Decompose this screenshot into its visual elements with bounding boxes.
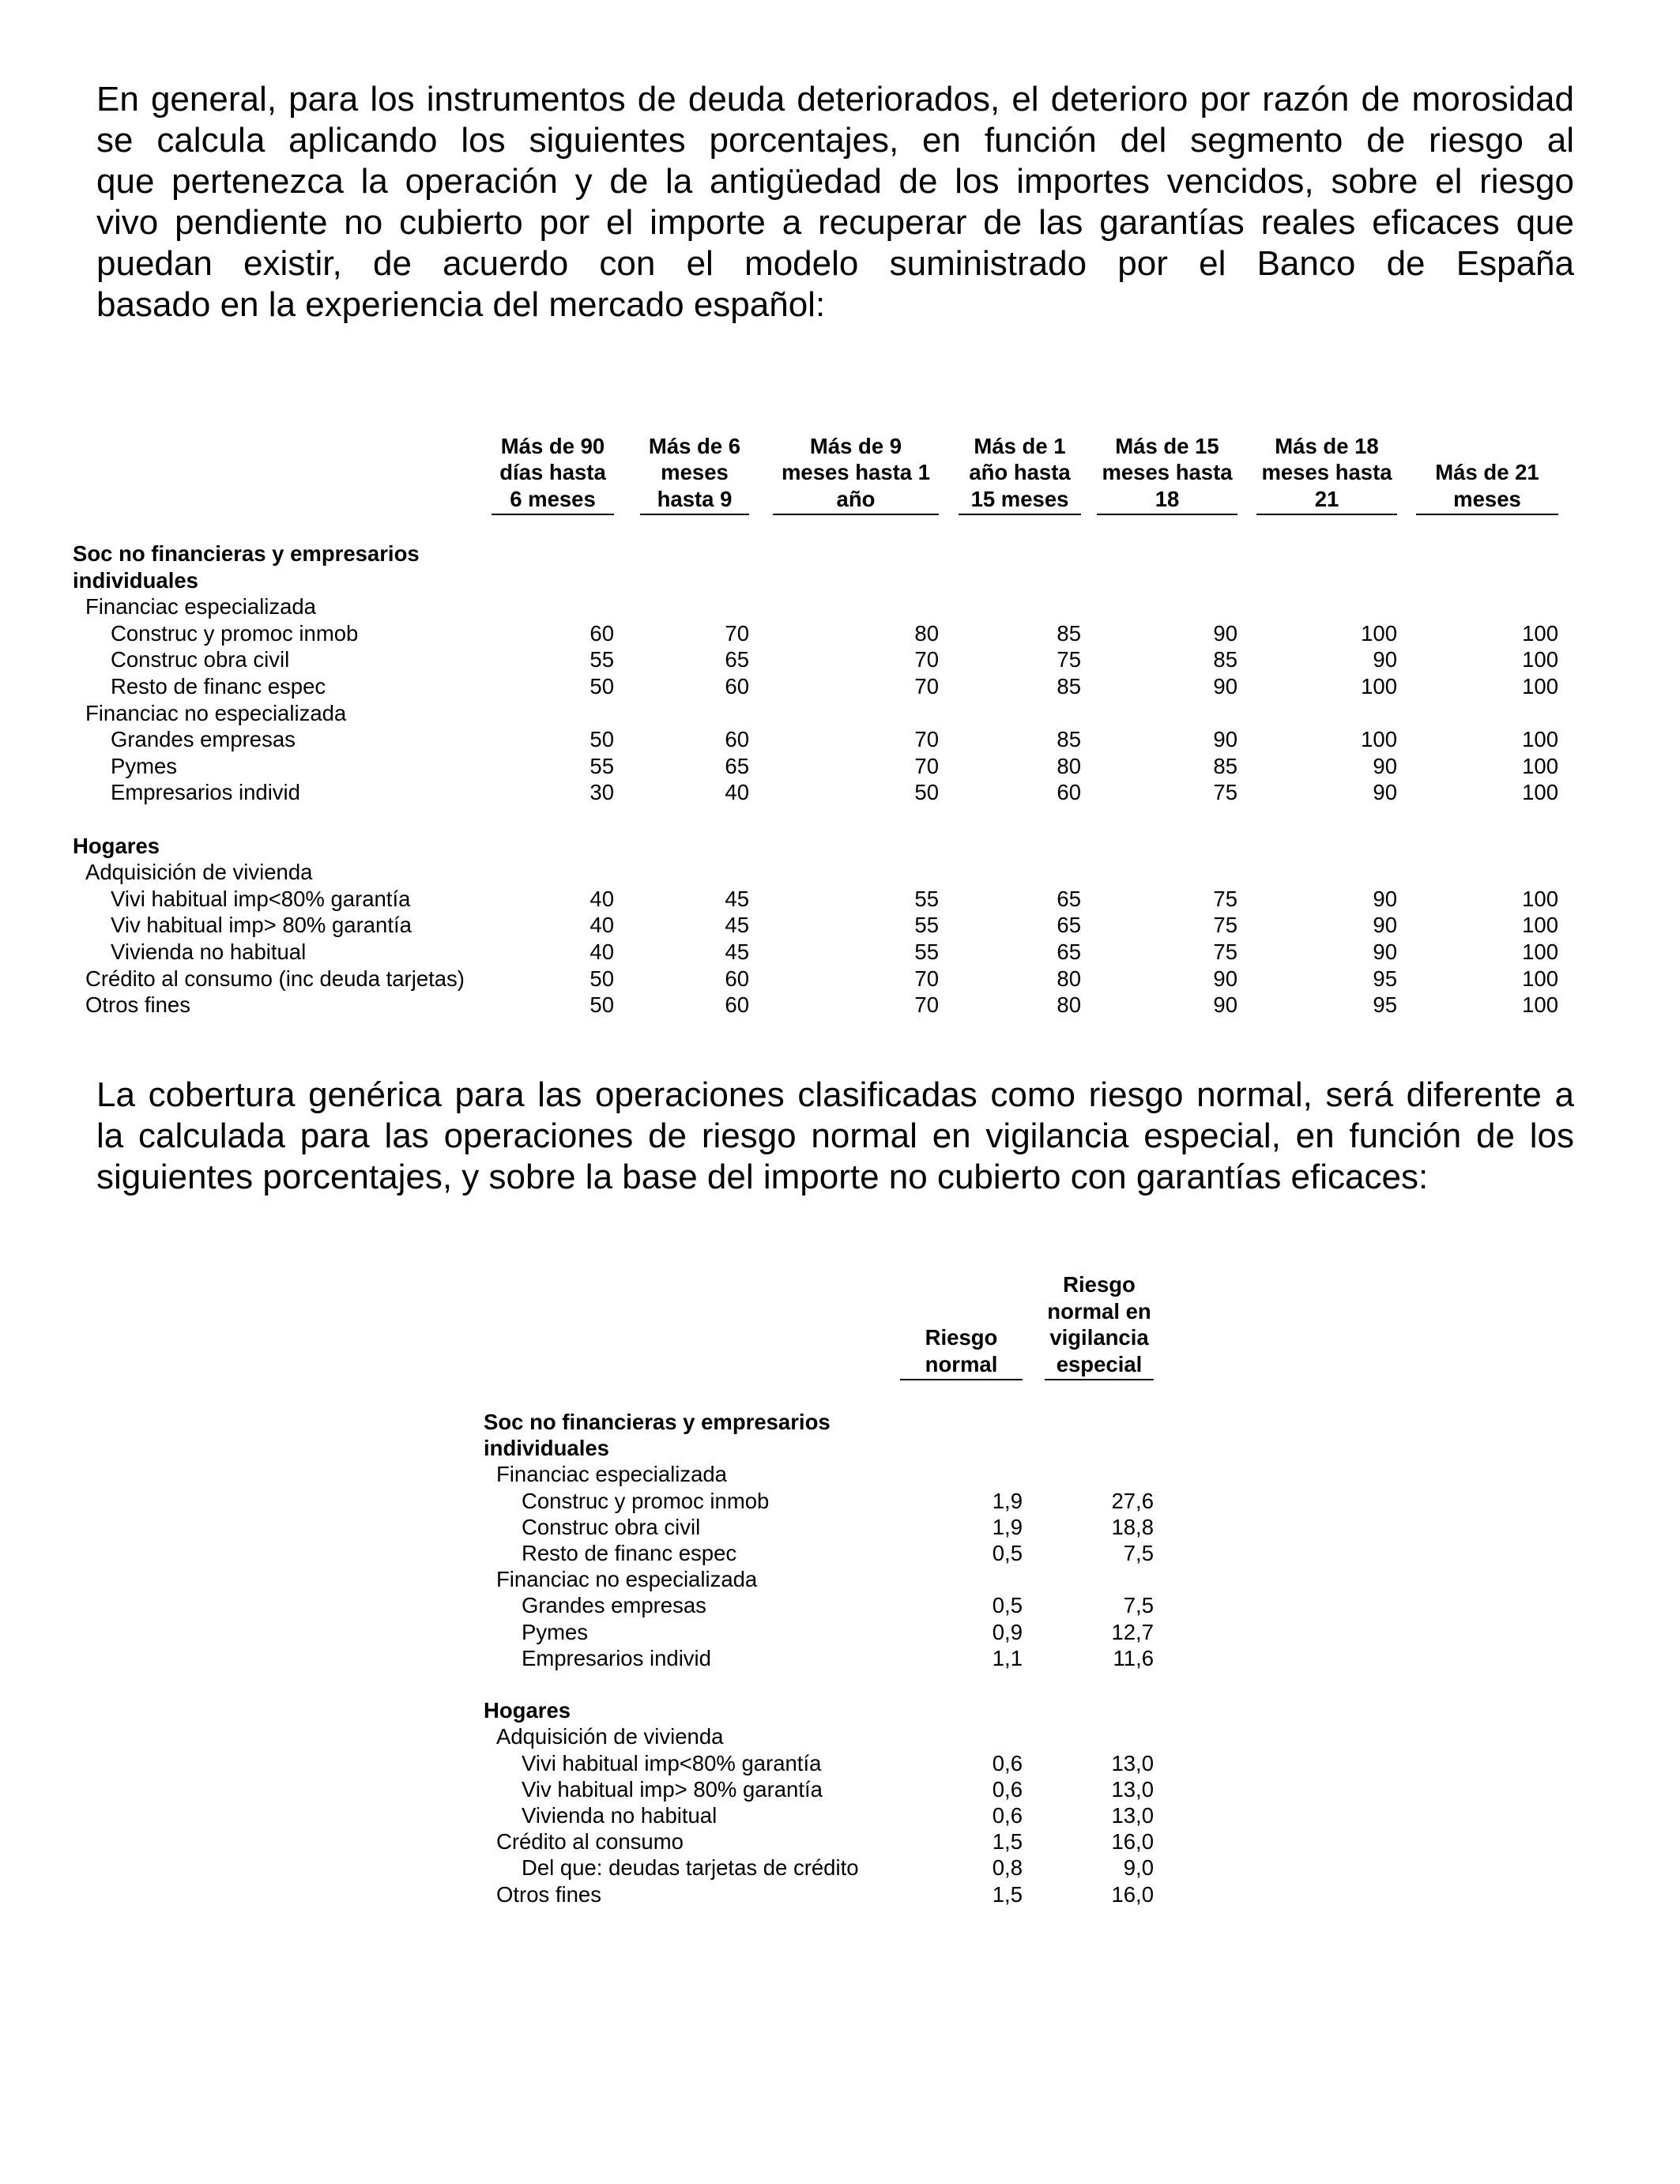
table-row <box>73 726 1558 753</box>
table-cell: 80 <box>914 620 939 646</box>
table-row <box>73 939 1558 966</box>
table-cell: 40 <box>590 886 614 911</box>
table-cell: 11,6 <box>1113 1645 1154 1670</box>
row-label: Adquisición de vivienda <box>496 1724 724 1749</box>
table-cell: 1,9 <box>992 1514 1023 1539</box>
row-label: Del que: deudas tarjetas de crédito <box>522 1855 859 1881</box>
column-header-line: meses <box>661 460 729 484</box>
column-header-line: año <box>836 486 876 511</box>
table-cell: 1,9 <box>992 1488 1023 1513</box>
paragraph-line: siguientes porcentajes, y sobre la base del importe no cubierto con garantías eficaces: <box>96 1158 1429 1196</box>
table-cell: 70 <box>914 647 939 672</box>
table-cell: 100 <box>1522 966 1558 991</box>
table-cell: 95 <box>1373 966 1397 991</box>
table-cell: 13,0 <box>1111 1776 1154 1802</box>
table-cell: 60 <box>725 966 749 991</box>
row-label: Viv habitual imp> 80% garantía <box>111 913 412 938</box>
table-row <box>73 779 1558 806</box>
table-cell: 50 <box>590 966 614 991</box>
table-row <box>484 1776 1179 1803</box>
column-header-line: especial <box>1056 1351 1143 1376</box>
table-cell: 60 <box>1057 780 1081 805</box>
paragraph-line: se calcula aplicando los siguientes porcentajes, en función del segmento de riesgo al <box>96 121 1574 160</box>
table-cell: 13,0 <box>1111 1750 1154 1775</box>
table-cell: 60 <box>590 620 614 646</box>
column-header-line: Más de 1 <box>974 433 1066 458</box>
table-cell: 80 <box>1057 992 1081 1018</box>
column-header <box>773 427 939 515</box>
table-cell: 65 <box>1057 886 1081 911</box>
table-cell: 75 <box>1057 647 1081 672</box>
table-cell: 90 <box>1213 727 1237 752</box>
table-row <box>484 1592 1179 1619</box>
table-row <box>484 1881 1179 1908</box>
table-cell: 40 <box>590 913 614 938</box>
table-row <box>484 1855 1179 1881</box>
table-cell: 50 <box>590 674 614 699</box>
table-cell: 100 <box>1522 913 1558 938</box>
table-row <box>484 1514 1179 1541</box>
paragraph-line: vivo pendiente no cubierto por el importe a recuperar de las garantías reales eficaces que <box>96 203 1574 242</box>
row-label: individuales <box>73 567 198 593</box>
table-cell: 60 <box>725 992 749 1018</box>
table-cell: 75 <box>1213 780 1237 805</box>
table-cell: 85 <box>1213 753 1237 778</box>
table-cell: 45 <box>725 886 749 911</box>
table-cell: 40 <box>590 939 614 964</box>
paragraph-line: La cobertura genérica para las operaciones clasificadas como riesgo normal, será diferente a <box>96 1075 1574 1114</box>
table-row <box>484 1697 1179 1724</box>
row-label: Grandes empresas <box>522 1593 706 1618</box>
table-cell: 50 <box>914 780 939 805</box>
table-row <box>73 966 1558 992</box>
table-row <box>73 912 1558 939</box>
row-label: Vivienda no habitual <box>522 1803 718 1828</box>
row-label: Grandes empresas <box>111 727 296 752</box>
table-cell: 80 <box>1057 966 1081 991</box>
table-cell: 70 <box>914 727 939 752</box>
row-label: Vivi habitual imp<80% garantía <box>111 886 411 911</box>
table-cell: 60 <box>725 727 749 752</box>
row-label: Hogares <box>484 1698 571 1723</box>
column-header-line: normal en <box>1047 1298 1151 1324</box>
row-label: Adquisición de vivienda <box>85 860 313 885</box>
table-row <box>484 1671 1179 1698</box>
table-cell: 90 <box>1213 992 1237 1018</box>
table-row <box>484 1723 1179 1750</box>
row-label: Construc obra civil <box>522 1514 701 1539</box>
table-cell: 100 <box>1522 992 1558 1018</box>
column-header-line: Más de 6 <box>648 433 741 458</box>
column-header-line: meses hasta 1 <box>781 460 931 484</box>
row-label: Crédito al consumo (inc deuda tarjetas) <box>85 966 465 991</box>
table-cell: 70 <box>914 966 939 991</box>
table-cell: 75 <box>1213 913 1237 938</box>
row-label: Financiac especializada <box>496 1462 727 1487</box>
table-row <box>484 1750 1179 1777</box>
table-cell: 85 <box>1057 727 1081 752</box>
row-label: Vivienda no habitual <box>111 939 307 964</box>
table-cell: 80 <box>1057 753 1081 778</box>
column-header <box>1256 427 1397 515</box>
table-cell: 0,5 <box>992 1593 1023 1618</box>
table-cell: 90 <box>1373 886 1397 911</box>
table-row <box>484 1461 1179 1488</box>
table-cell: 60 <box>725 674 749 699</box>
paragraph-line: la calculada para las operaciones de riesgo normal en vigilancia especial, en función de los <box>96 1116 1574 1155</box>
column-header <box>640 427 749 515</box>
table-cell: 65 <box>725 753 749 778</box>
table-cell: 0,6 <box>992 1803 1023 1828</box>
column-header-line: Más de 15 <box>1115 433 1219 458</box>
generic-coverage-table <box>484 1268 1179 1916</box>
row-label: Financiac no especializada <box>85 700 347 725</box>
column-header-line: 18 <box>1155 486 1180 511</box>
table-cell: 90 <box>1373 913 1397 938</box>
column-header <box>959 427 1081 515</box>
column-header-line: 15 meses <box>970 486 1069 511</box>
table-row <box>484 1540 1179 1567</box>
table-cell: 90 <box>1373 753 1397 778</box>
table-cell: 85 <box>1213 647 1237 672</box>
table-row <box>484 1409 1179 1436</box>
row-label: Empresarios individ <box>111 780 300 805</box>
column-header-line: meses <box>1453 486 1521 511</box>
table-cell: 100 <box>1522 674 1558 699</box>
column-header <box>1045 1268 1154 1380</box>
table-cell: 50 <box>590 727 614 752</box>
row-label: Pymes <box>522 1619 589 1644</box>
table-cell: 100 <box>1361 727 1397 752</box>
table-cell: 100 <box>1522 886 1558 911</box>
column-header-line: Más de 21 <box>1435 460 1539 484</box>
table-cell: 90 <box>1373 780 1397 805</box>
table-cell: 100 <box>1361 674 1397 699</box>
table-row <box>484 1828 1179 1855</box>
generic-coverage-paragraph <box>96 1075 1574 1198</box>
row-label: individuales <box>484 1436 609 1461</box>
table-cell: 1,5 <box>992 1829 1023 1855</box>
table-cell: 1,5 <box>992 1881 1023 1907</box>
table-cell: 0,6 <box>992 1750 1023 1775</box>
table-row <box>73 540 1558 567</box>
row-label: Otros fines <box>496 1881 601 1907</box>
column-header <box>1097 427 1237 515</box>
table-row <box>484 1435 1179 1462</box>
default-impairment-table <box>73 427 1558 1027</box>
table-row <box>73 593 1558 620</box>
table-cell: 75 <box>1213 939 1237 964</box>
column-header-line: Más de 90 <box>500 433 605 458</box>
column-header-line: año hasta <box>969 460 1071 484</box>
column-header-line: Más de 18 <box>1275 433 1379 458</box>
paragraph-line: que pertenezca la operación y de la antigüedad de los importes vencidos, sobre el riesgo <box>96 162 1574 201</box>
column-header-line: vigilancia <box>1049 1325 1149 1350</box>
table-row <box>73 992 1558 1019</box>
table-cell: 100 <box>1522 727 1558 752</box>
column-header-line: días hasta <box>499 460 606 484</box>
row-label: Otros fines <box>85 992 190 1018</box>
row-label: Crédito al consumo <box>496 1829 684 1855</box>
row-label: Hogares <box>73 833 160 858</box>
table-cell: 45 <box>725 939 749 964</box>
table-cell: 55 <box>590 647 614 672</box>
table-cell: 40 <box>725 780 749 805</box>
table-row <box>484 1802 1179 1829</box>
table-cell: 70 <box>914 992 939 1018</box>
table-row <box>73 567 1558 594</box>
column-header-line: Más de 9 <box>809 433 902 458</box>
column-header-line: meses hasta <box>1102 460 1233 484</box>
table-cell: 0,6 <box>992 1776 1023 1802</box>
row-label: Financiac especializada <box>85 594 316 619</box>
table-row <box>484 1645 1179 1672</box>
column-header-line: Riesgo <box>1063 1272 1136 1297</box>
table-cell: 45 <box>725 913 749 938</box>
table-row <box>73 620 1558 647</box>
row-label: Viv habitual imp> 80% garantía <box>522 1776 823 1802</box>
table-cell: 16,0 <box>1111 1829 1154 1855</box>
table-cell: 100 <box>1522 647 1558 672</box>
table-cell: 7,5 <box>1123 1593 1154 1618</box>
table-cell: 100 <box>1522 780 1558 805</box>
column-header-line: 6 meses <box>510 486 596 511</box>
table-row <box>73 859 1558 886</box>
table-row <box>73 806 1558 833</box>
table-cell: 55 <box>914 913 939 938</box>
column-header-line: normal <box>925 1351 998 1376</box>
column-header-line: 21 <box>1314 486 1339 511</box>
paragraph-line: puedan existir, de acuerdo con el modelo suministrado por el Banco de España <box>96 244 1574 283</box>
table-cell: 90 <box>1213 620 1237 646</box>
row-label: Construc y promoc inmob <box>522 1488 770 1513</box>
table-cell: 1,1 <box>992 1645 1023 1670</box>
table-cell: 16,0 <box>1111 1881 1154 1907</box>
table-cell: 100 <box>1361 620 1397 646</box>
row-label: Resto de financ espec <box>522 1541 737 1565</box>
table-cell: 100 <box>1522 753 1558 778</box>
table-cell: 0,5 <box>992 1541 1023 1565</box>
paragraph-line: basado en la experiencia del mercado español: <box>96 285 826 324</box>
table-cell: 65 <box>725 647 749 672</box>
table-cell: 18,8 <box>1111 1514 1154 1539</box>
table-cell: 7,5 <box>1123 1541 1154 1565</box>
table-cell: 65 <box>1057 939 1081 964</box>
table-cell: 90 <box>1213 966 1237 991</box>
column-header <box>1416 427 1558 515</box>
column-header-line: hasta 9 <box>657 486 733 511</box>
table-cell: 13,0 <box>1111 1803 1154 1828</box>
table-cell: 100 <box>1522 620 1558 646</box>
table-cell: 65 <box>1057 913 1081 938</box>
table-cell: 12,7 <box>1111 1619 1154 1644</box>
table-cell: 0,9 <box>992 1619 1023 1644</box>
table-cell: 90 <box>1373 647 1397 672</box>
table-cell: 55 <box>590 753 614 778</box>
table-row <box>73 753 1558 780</box>
row-label: Construc obra civil <box>111 647 290 672</box>
table-cell: 9,0 <box>1123 1855 1154 1881</box>
table-row <box>484 1566 1179 1593</box>
column-header <box>900 1268 1023 1380</box>
intro-paragraph <box>96 79 1574 326</box>
row-label: Construc y promoc inmob <box>111 620 359 646</box>
column-header-line: meses hasta <box>1261 460 1392 484</box>
row-label: Financiac no especializada <box>496 1567 758 1592</box>
paragraph-line: En general, para los instrumentos de deuda deteriorados, el deterioro por razón de morosidad <box>96 80 1574 119</box>
table-cell: 0,8 <box>992 1855 1023 1881</box>
row-label: Pymes <box>111 753 178 778</box>
table-row <box>73 673 1558 700</box>
row-label: Resto de financ espec <box>111 674 326 699</box>
column-header <box>492 427 614 515</box>
table-cell: 70 <box>725 620 749 646</box>
table-cell: 30 <box>590 780 614 805</box>
table-cell: 85 <box>1057 674 1081 699</box>
row-label: Soc no financieras y empresarios <box>73 541 420 566</box>
table-row <box>73 646 1558 673</box>
table-cell: 95 <box>1373 992 1397 1018</box>
table-cell: 85 <box>1057 620 1081 646</box>
table-cell: 70 <box>914 753 939 778</box>
column-header-line: Riesgo <box>925 1325 998 1350</box>
table-row <box>73 886 1558 913</box>
table-row <box>484 1488 1179 1515</box>
table-cell: 50 <box>590 992 614 1018</box>
table-cell: 100 <box>1522 939 1558 964</box>
row-label: Soc no financieras y empresarios <box>484 1410 831 1434</box>
table-cell: 55 <box>914 939 939 964</box>
table-cell: 27,6 <box>1111 1488 1154 1513</box>
table-cell: 90 <box>1373 939 1397 964</box>
table-row <box>73 833 1558 860</box>
row-label: Vivi habitual imp<80% garantía <box>522 1750 822 1775</box>
row-label: Empresarios individ <box>522 1645 711 1670</box>
table-cell: 90 <box>1213 674 1237 699</box>
table-cell: 75 <box>1213 886 1237 911</box>
table-row <box>73 700 1558 727</box>
table-row <box>484 1619 1179 1646</box>
table-cell: 55 <box>914 886 939 911</box>
table-cell: 70 <box>914 674 939 699</box>
